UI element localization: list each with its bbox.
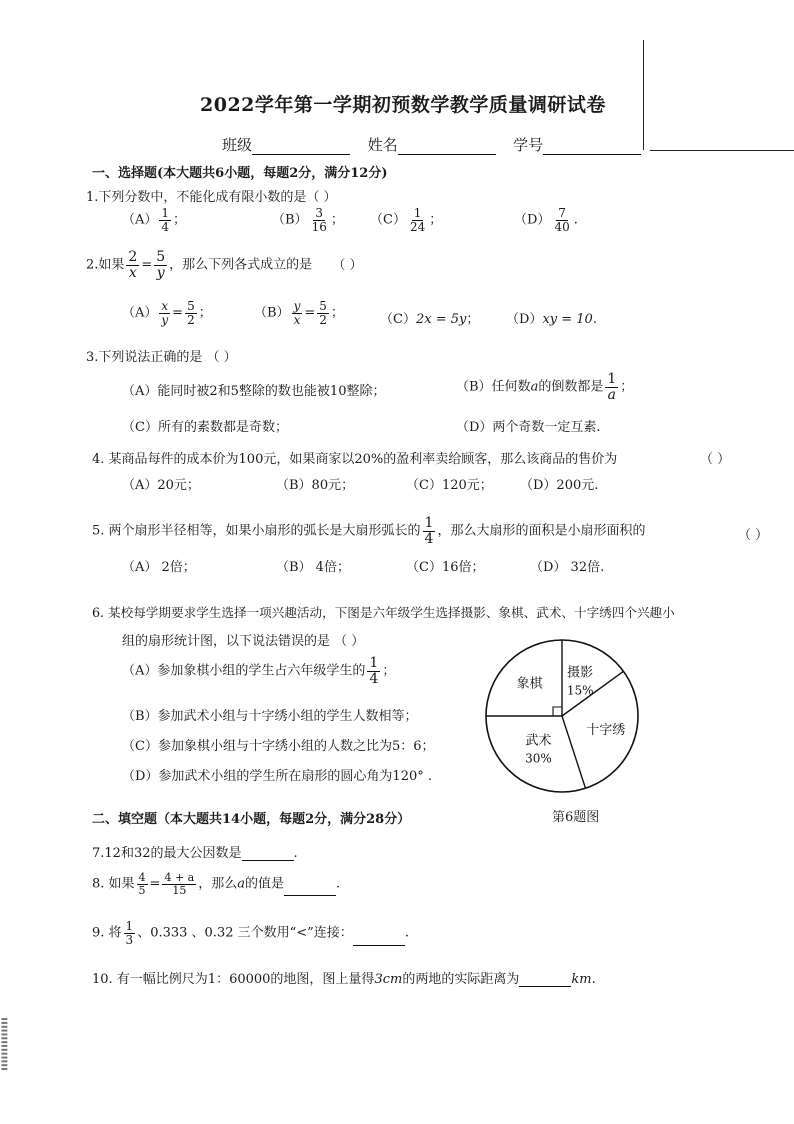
- student-id-label: 学号: [513, 136, 544, 154]
- section1-heading: 一、选择题(本大题共6小题，每题2分，满分12分): [92, 166, 388, 181]
- q3-stem: 3.下列说法正确的是 （ ）: [86, 350, 237, 365]
- q10: 10. 有一幅比例尺为1：60000的地图，图上量得3cm的两地的实际距离为 km.: [92, 972, 596, 987]
- q6-option-b[interactable]: （B）参加武术小组与十字绣小组的学生人数相等；: [122, 709, 418, 724]
- fraction: $\frac{4 + a}{15}$: [164, 871, 195, 897]
- q4-stem: 4. 某商品每件的成本价为100元，如果商家以20%的盈利率卖给顾客，那么该商品的售价为: [92, 452, 618, 467]
- q1-stem: 1.下列分数中，不能化成有限小数的是（ ）: [86, 190, 337, 205]
- answer-paren[interactable]: （ ）: [332, 257, 363, 273]
- pie-slice-boundary: [562, 716, 585, 788]
- q5-option-d[interactable]: （D） 32倍.: [530, 560, 605, 575]
- q1-option-b[interactable]: （B） $\frac{3}{16}$ ；: [272, 206, 344, 234]
- fraction: $\frac{4}{5}$: [138, 871, 146, 897]
- answer-blank[interactable]: [242, 846, 294, 861]
- name-label: 姓名: [367, 136, 398, 154]
- section2-heading: 二、填空题（本大题共14小题，每题2分，满分28分）: [92, 812, 411, 827]
- pie-slice-label: 十字绣: [586, 723, 626, 739]
- q5-option-b[interactable]: （B） 4倍；: [276, 560, 350, 575]
- q6-stem-line2: 组的扇形统计图，以下说法错误的是 （ ）: [122, 634, 365, 649]
- q4-option-c[interactable]: （C）120元；: [406, 478, 493, 493]
- fraction: $\frac{5}{2}$: [187, 299, 195, 327]
- chart-caption: 第6题图: [552, 810, 600, 825]
- fraction: $\frac{1}{4}$: [369, 655, 379, 687]
- q3-option-c[interactable]: （C）所有的素数都是奇数；: [122, 420, 288, 435]
- answer-blank[interactable]: [519, 972, 571, 987]
- q6-option-a[interactable]: （A）参加象棋小组的学生占六年级学生的 $\frac{1}{4}$ ；: [122, 655, 396, 687]
- scan-edge-line-bottom: [650, 150, 794, 151]
- answer-blank[interactable]: [353, 931, 405, 946]
- q2-option-b[interactable]: （B） $\frac{y}{x}$ = $\frac{5}{2}$ ；: [254, 299, 344, 327]
- fraction: $\frac{7}{40}$: [554, 206, 570, 234]
- q5-option-a[interactable]: （A） 2倍；: [122, 560, 196, 575]
- q6-stem-line1: 6. 某校每学期要求学生选择一项兴趣活动，下图是六年级学生选择摄影、象棋、武术、十字绣四个兴趣小: [92, 605, 675, 620]
- fraction: $\frac{y}{x}$: [293, 299, 301, 327]
- q3-option-a[interactable]: （A）能同时被2和5整除的数也能被10整除；: [122, 384, 386, 399]
- q9: 9. 将 $\frac{1}{3}$ 、0.333 、0.32 三个数用“<”连接： .: [92, 919, 409, 947]
- q2-option-a[interactable]: （A） $\frac{x}{y}$ = $\frac{5}{2}$ ；: [122, 299, 212, 327]
- student-id-field[interactable]: [543, 138, 641, 155]
- q3-option-d[interactable]: （D）两个奇数一定互素.: [456, 420, 601, 435]
- class-field[interactable]: [252, 138, 350, 155]
- right-angle-marker: [553, 707, 562, 716]
- student-fields: [222, 134, 641, 155]
- fraction: $\frac{2}{x}$: [128, 249, 138, 281]
- fraction: $\frac{5}{2}$: [319, 299, 327, 327]
- fraction: $\frac{1}{4}$: [424, 515, 434, 547]
- fraction: $\frac{1}{24}$: [409, 206, 426, 234]
- pie-slice-value-label: 30%: [525, 751, 552, 766]
- fraction: $\frac{5}{y}$: [156, 249, 166, 281]
- q7: 7.12和32的最大公因数是 .: [92, 846, 298, 861]
- q4-option-b[interactable]: （B）80元；: [276, 478, 355, 493]
- answer-paren[interactable]: （ ）: [738, 528, 769, 543]
- scan-edge-line: [643, 40, 644, 150]
- class-label: 班级: [222, 136, 253, 154]
- q5-option-c[interactable]: （C）16倍；: [406, 560, 485, 575]
- q8: 8. 如果 $\frac{4}{5}$ = $\frac{4 + a}{15}$ ，那么a的值是 .: [92, 871, 341, 897]
- q1-option-d[interactable]: （D） $\frac{7}{40}$ .: [514, 206, 578, 234]
- q6-option-c[interactable]: （C）参加象棋小组与十字绣小组的人数之比为5：6；: [122, 739, 435, 754]
- q6-option-d[interactable]: （D）参加武术小组的学生所在扇形的圆心角为120° .: [122, 769, 433, 784]
- scan-side-mark: ▌▌▌▌▌▌▌▌▌▌▌▌▌▌: [2, 1016, 8, 1070]
- fraction: $\frac{1}{3}$: [125, 919, 134, 947]
- q2-option-d[interactable]: （D）xy = 10.: [506, 312, 597, 327]
- pie-slice-label: 象棋: [516, 676, 543, 692]
- q3-option-b[interactable]: （B）任何数a的倒数都是 $\frac{1}{a}$ ；: [456, 371, 634, 403]
- q2-stem: 2.如果 $\frac{2}{x}$ = $\frac{5}{y}$ ，那么下列各式成立的是 （ ）: [86, 249, 363, 281]
- q1-option-c[interactable]: （C） $\frac{1}{24}$ ；: [370, 206, 443, 234]
- answer-blank[interactable]: [284, 881, 336, 896]
- fraction: $\frac{1}{a}$: [607, 371, 617, 403]
- pie-slice-label: 摄影: [567, 665, 594, 681]
- q1-option-a[interactable]: （A） $\frac{1}{4}$ ；: [122, 206, 187, 234]
- pie-slice-label: 武术: [525, 733, 552, 749]
- answer-paren[interactable]: （ ）: [700, 452, 731, 467]
- q6-pie-chart: [480, 634, 644, 798]
- pie-slice-value-label: 15%: [566, 683, 594, 698]
- q2-option-c[interactable]: （C）2x = 5y；: [380, 312, 480, 327]
- q4-option-a[interactable]: （A）20元；: [122, 478, 200, 493]
- name-field[interactable]: [398, 138, 496, 155]
- page-title: 2022学年第一学期初预数学教学质量调研试卷: [200, 94, 606, 116]
- fraction: $\frac{3}{16}$: [311, 206, 327, 234]
- fraction: $\frac{x}{y}$: [161, 299, 169, 327]
- q5-stem: 5. 两个扇形半径相等，如果小扇形的弧长是大扇形弧长的 $\frac{1}{4}$ ，那么大扇形的面积是小扇形面积的: [92, 515, 646, 547]
- q4-option-d[interactable]: （D）200元.: [520, 478, 599, 493]
- fraction: $\frac{1}{4}$: [161, 206, 170, 234]
